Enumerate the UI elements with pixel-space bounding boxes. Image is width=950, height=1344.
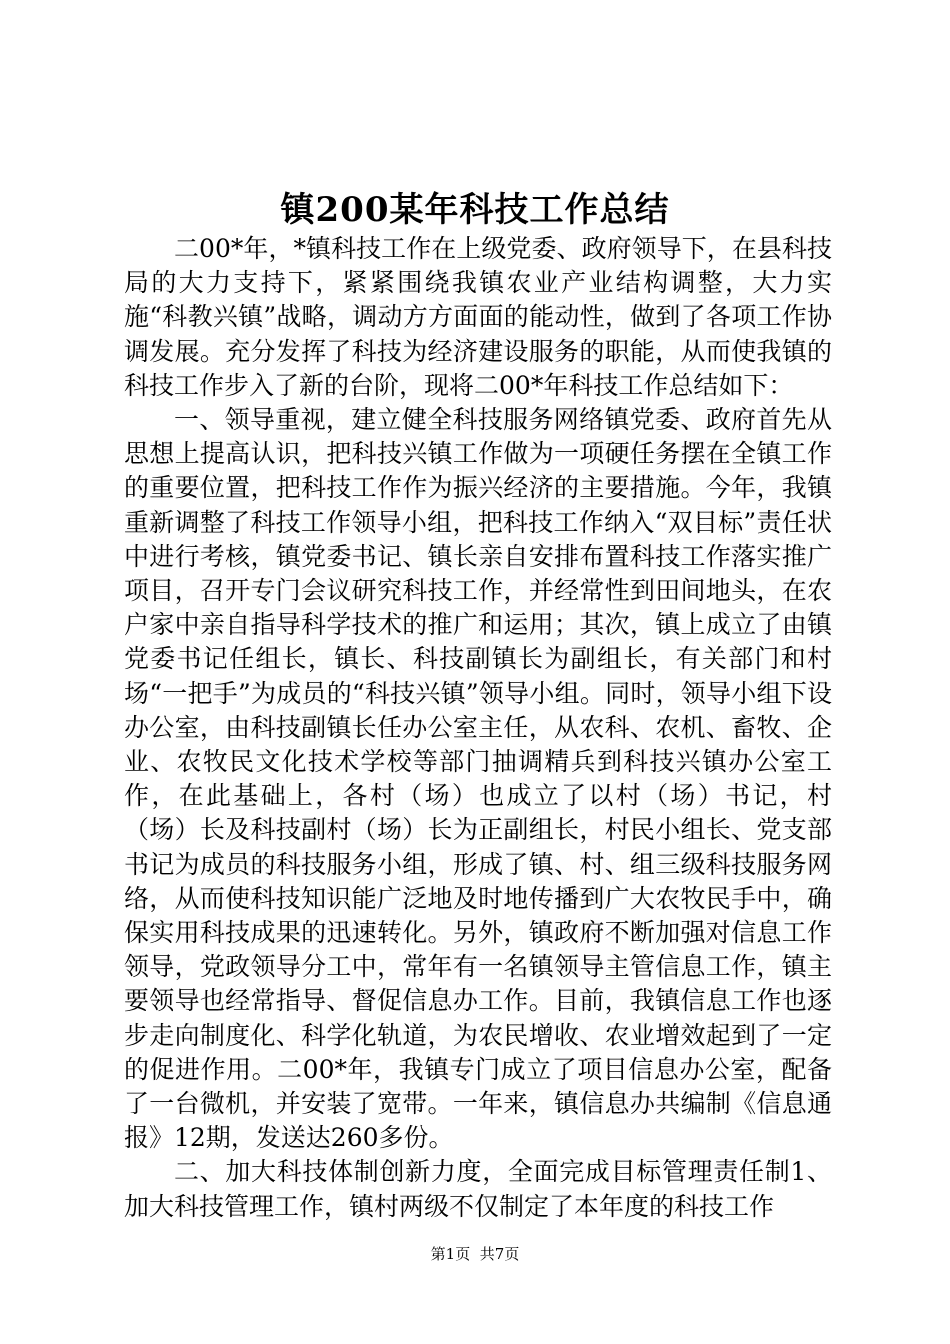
page-number-suffix: 页 bbox=[504, 1245, 520, 1263]
page-number-prefix: 第 bbox=[430, 1245, 446, 1263]
page-number-middle: 页 共 bbox=[455, 1245, 495, 1263]
page-footer bbox=[0, 1242, 950, 1266]
document-title: 镇200某年科技工作总结 bbox=[280, 190, 670, 230]
paragraph-section-2: 二、加大科技体制创新力度，全面完成目标管理责任制1、加大科技管理工作，镇村两级不仅制定了本年度的科技工作 bbox=[124, 1157, 832, 1221]
document-body bbox=[124, 232, 832, 1224]
page-number-total: 7 bbox=[494, 1245, 505, 1263]
paragraph-intro: 二00*年，*镇科技工作在上级党委、政府领导下，在县科技局的大力支持下，紧紧围绕我镇农业产业结构调整，大力实施“科教兴镇”战略，调动方方面面的能动性，做到了各项工作协调发展。充分发挥了科技为经济建设服务的职能，从而使我镇的科技工作步入了新的台阶，现将二00*年科技工作总结如下： bbox=[124, 234, 832, 400]
paragraph-section-1: 一、领导重视，建立健全科技服务网络镇党委、政府首先从思想上提高认识，把科技兴镇工作做为一项硬任务摆在全镇工作的重要位置，把科技工作作为振兴经济的主要措施。今年，我镇重新调整了科技工作领导小组，把科技工作纳入“双目标”责任状中进行考核，镇党委书记、镇长亲自安排布置科技工作落实推广项目，召开专门会议研究科技工作，并经常性到田间地头，在农户家中亲自指导科学技术的推广和运用；其次，镇上成立了由镇党委书记任组长，镇长、科技副镇长为副组长，有关部门和村场“一把手”为成员的“科技兴镇”领导小组。同时，领导小组下设办公室，由科技副镇长任办公室主任，从农科、农机、畜牧、企业、农牧民文化技术学校等部门抽调精兵到科技兴镇办公室工作，在此基础上，各村（场）也成立了以村（场）书记，村（场）长及科技副村（场）长为正副组长，村民小组长、党支部书记为成员的科技服务小组，形成了镇、村、组三级科技服务网络，从而使科技知识能广泛地及时地传播到广大农牧民手中，确保实用科技成果的迅速转化。另外，镇政府不断加强对信息工作领导，党政领导分工中，常年有一名镇领导主管信息工作，镇主要领导也经常指导、督促信息办工作。目前，我镇信息工作也逐步走向制度化、科学化轨道，为农民增收、农业增效起到了一定的促进作用。二00*年，我镇专门成立了项目信息办公室，配备了一台微机，并安装了宽带。一年来，镇信息办共编制《信息通报》12期，发送达260多份。 bbox=[124, 405, 832, 1153]
page-number-current: 1 bbox=[445, 1245, 456, 1263]
